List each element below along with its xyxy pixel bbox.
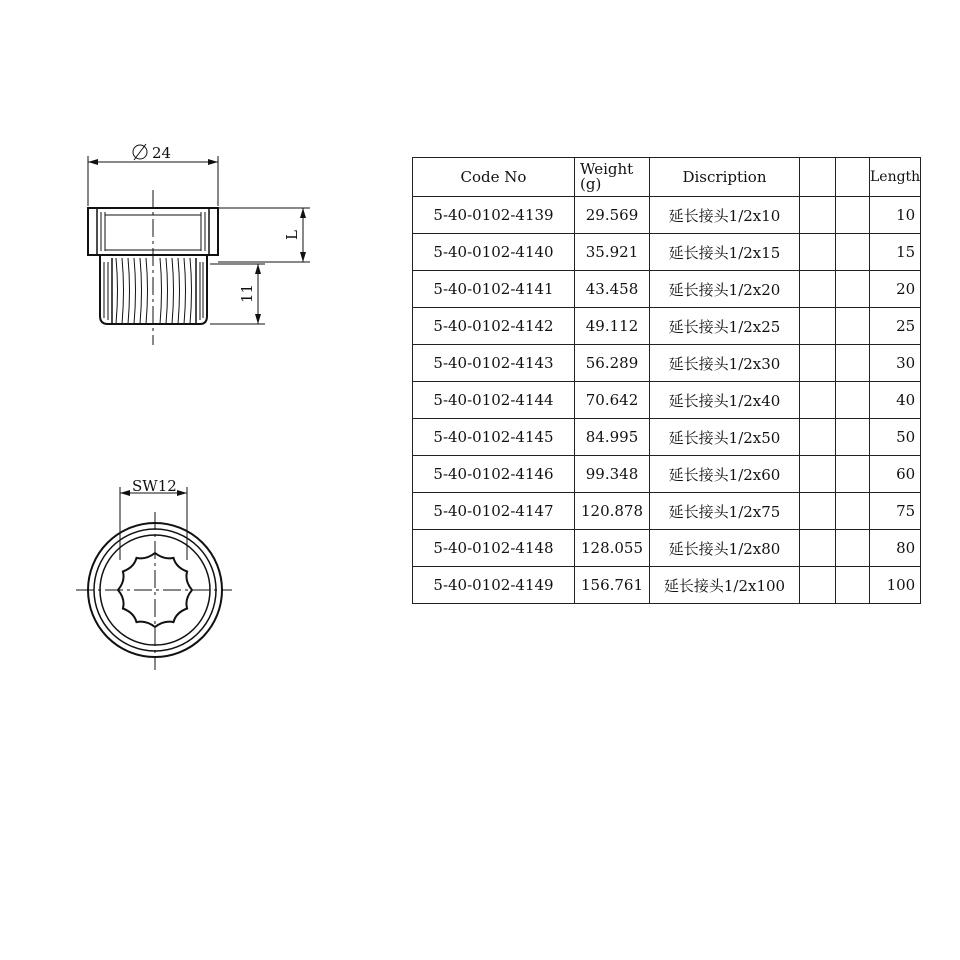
code-cell: 5-40-0102-4140 [413,234,575,271]
weight-cell: 49.112 [575,308,650,345]
weight-cell: 29.569 [575,197,650,234]
code-cell: 5-40-0102-4146 [413,456,575,493]
spline-flutes [116,258,192,324]
code-cell: 5-40-0102-4139 [413,197,575,234]
weight-cell: 99.348 [575,456,650,493]
weight-cell: 84.995 [575,419,650,456]
description-cell: 延长接头1/2x20 [650,271,800,308]
thread-length-label: 11 [238,283,256,303]
weight-cell: 56.289 [575,345,650,382]
empty-cell [836,345,870,382]
length-cell: 75 [870,493,921,530]
end-view [76,487,232,670]
length-label: L [283,230,301,240]
code-cell: 5-40-0102-4143 [413,345,575,382]
code-cell: 5-40-0102-4142 [413,308,575,345]
table-row [413,271,921,308]
description-cell: 延长接头1/2x60 [650,456,800,493]
weight-cell: 70.642 [575,382,650,419]
weight-cell: 156.761 [575,567,650,604]
empty-cell [836,530,870,567]
code-cell: 5-40-0102-4144 [413,382,575,419]
table-row [413,234,921,271]
header-weight [575,158,650,197]
empty-cell [836,493,870,530]
diameter-symbol-icon [133,144,147,160]
table-row [413,382,921,419]
empty-cell [800,382,836,419]
empty-cell [800,530,836,567]
weight-cell: 120.878 [575,493,650,530]
weight-cell: 43.458 [575,271,650,308]
length-cell: 25 [870,308,921,345]
side-view [88,144,310,345]
table-body [413,197,921,604]
length-cell: 10 [870,197,921,234]
header-description: Discription [650,158,800,197]
spanner-size-label: SW12 [132,477,177,495]
header-code: Code No [413,158,575,197]
empty-cell [836,382,870,419]
empty-cell [800,456,836,493]
length-cell: 30 [870,345,921,382]
empty-cell [800,271,836,308]
empty-cell [800,345,836,382]
table-row [413,197,921,234]
length-cell: 80 [870,530,921,567]
description-cell: 延长接头1/2x40 [650,382,800,419]
table-row [413,419,921,456]
code-cell: 5-40-0102-4149 [413,567,575,604]
empty-cell [836,419,870,456]
empty-cell [836,456,870,493]
empty-cell [836,567,870,604]
table-row [413,456,921,493]
table-row [413,345,921,382]
description-cell: 延长接头1/2x100 [650,567,800,604]
empty-cell [836,197,870,234]
table-header-row [413,158,921,197]
length-cell: 20 [870,271,921,308]
code-cell: 5-40-0102-4145 [413,419,575,456]
table-row [413,308,921,345]
length-cell: 15 [870,234,921,271]
empty-cell [800,493,836,530]
empty-cell [800,197,836,234]
description-cell: 延长接头1/2x25 [650,308,800,345]
header-weight-label: Weight [580,160,634,178]
empty-cell [836,234,870,271]
header-weight-unit: (g) [580,175,602,193]
description-cell: 延长接头1/2x30 [650,345,800,382]
empty-cell [836,308,870,345]
weight-cell: 128.055 [575,530,650,567]
description-cell: 延长接头1/2x10 [650,197,800,234]
table-row [413,567,921,604]
header-length: Length [870,158,921,197]
length-cell: 50 [870,419,921,456]
description-cell: 延长接头1/2x80 [650,530,800,567]
empty-cell [836,271,870,308]
description-cell: 延长接头1/2x50 [650,419,800,456]
length-cell: 60 [870,456,921,493]
description-cell: 延长接头1/2x15 [650,234,800,271]
length-cell: 100 [870,567,921,604]
code-cell: 5-40-0102-4147 [413,493,575,530]
table-row [413,493,921,530]
empty-cell [800,419,836,456]
code-cell: 5-40-0102-4141 [413,271,575,308]
empty-cell [800,308,836,345]
empty-cell [800,234,836,271]
empty-cell [800,567,836,604]
code-cell: 5-40-0102-4148 [413,530,575,567]
weight-cell: 35.921 [575,234,650,271]
diameter-label: 24 [152,144,172,162]
length-cell: 40 [870,382,921,419]
description-cell: 延长接头1/2x75 [650,493,800,530]
header-empty-1 [800,158,836,197]
table-row [413,530,921,567]
specification-table [412,157,921,604]
header-empty-2 [836,158,870,197]
